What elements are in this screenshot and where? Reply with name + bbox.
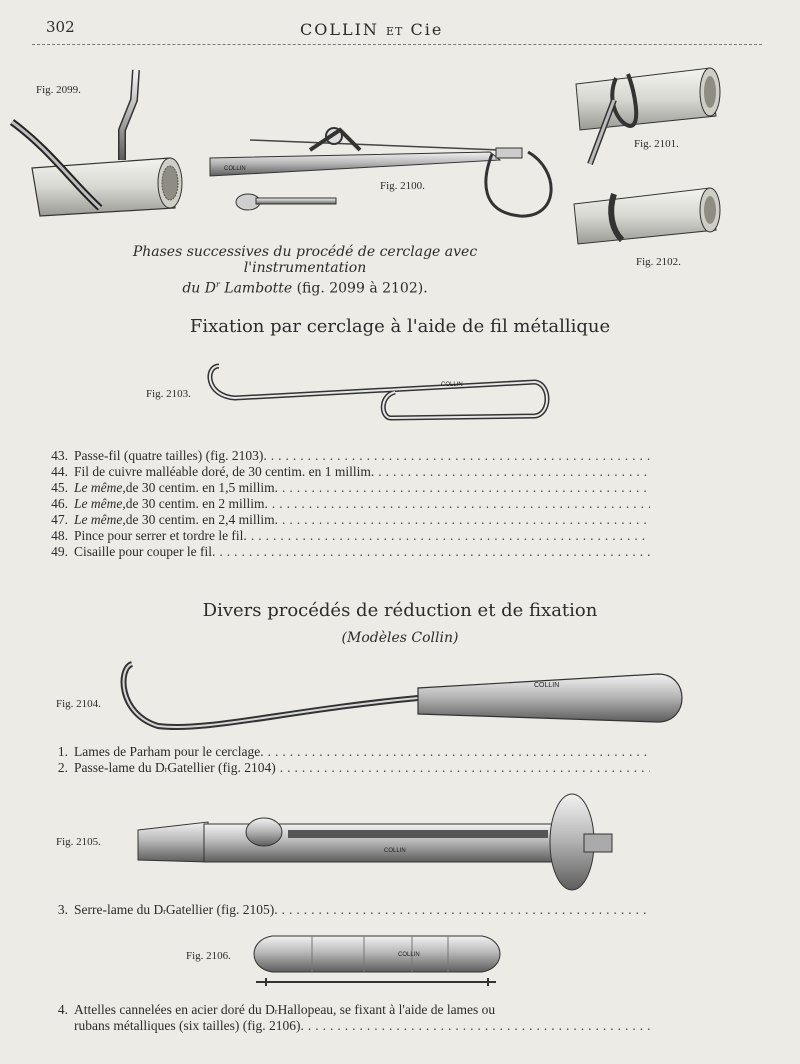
caption-dr-sup: r	[216, 280, 220, 289]
fig-2100-engraving: COLLIN	[224, 166, 246, 172]
list-item-43: 43. Passe-fil (quatre tailles) (fig. 2103). .....	[40, 448, 650, 464]
header-cie: Cie	[410, 20, 444, 39]
fig-2106-engraving: COLLIN	[398, 952, 420, 958]
fig-2103-label: Fig. 2103.	[146, 388, 191, 400]
fig-2102-illustration	[570, 182, 730, 252]
fig-2104-label: Fig. 2104.	[56, 698, 101, 710]
list-item-1: 1. Lames de Parham pour le cerclage. .....	[40, 744, 650, 760]
running-header	[300, 20, 443, 39]
fig-2104-engraving: COLLIN	[534, 682, 560, 689]
list-item-3: 3. Serre-lame du D r Gatellier (fig. 2105). .....	[40, 902, 650, 918]
fig-2099-label: Fig. 2099.	[36, 84, 81, 96]
fig-2105-label: Fig. 2105.	[56, 836, 101, 848]
list-item-49: 49. Cisaille pour couper le fil. .....	[40, 544, 650, 560]
fig-2103-illustration	[205, 356, 555, 422]
fig-2101-label: Fig. 2101.	[634, 138, 679, 150]
fig-2103-engraving: COLLIN	[441, 382, 463, 388]
section-heading-reduction: Divers procédés de réduction et de fixation	[202, 600, 598, 621]
caption-lambotte: Lambotte	[219, 280, 293, 297]
page-number: 302	[46, 18, 75, 36]
fig-2099-illustration	[10, 60, 200, 220]
list-item-45: 45. Le même, de 30 centim. en 1,5 millim. .....	[40, 480, 650, 496]
fig-2104-illustration	[118, 654, 688, 738]
header-title: COLLIN	[300, 20, 379, 39]
list-item-47: 47. Le même, de 30 centim. en 2,4 millim. .....	[40, 512, 650, 528]
fig-2105-illustration	[128, 786, 628, 896]
list-reduction-b	[40, 902, 650, 918]
section-subheading-modeles: (Modèles Collin)	[341, 630, 459, 646]
list-reduction-a	[40, 744, 650, 776]
header-rule	[32, 44, 762, 45]
fig-2101-illustration	[570, 60, 730, 170]
caption-figrange: (fig. 2099 à 2102).	[292, 280, 428, 297]
fig-2105-engraving: COLLIN	[384, 848, 406, 854]
list-item-48: 48. Pince pour serrer et tordre le fil. .....	[40, 528, 650, 544]
figure-caption	[70, 244, 540, 297]
list-reduction-c	[40, 1002, 650, 1034]
caption-dr: du D	[182, 280, 216, 297]
list-item-4-cont: rubans métalliques (six tailles) (fig. 2106). .....	[40, 1018, 650, 1034]
list-cerclage	[40, 448, 650, 560]
fig-2106-label: Fig. 2106.	[186, 950, 231, 962]
header-et: ET	[386, 25, 404, 38]
fig-2100-illustration	[210, 120, 570, 230]
fig-2100-label: Fig. 2100.	[380, 180, 425, 192]
fig-2102-label: Fig. 2102.	[636, 256, 681, 268]
fig-2106-illustration	[252, 930, 512, 990]
list-item-44: 44. Fil de cuivre malléable doré, de 30 centim. en 1 millim. .....	[40, 464, 650, 480]
caption-line-1: Phases successives du procédé de cerclage avec l'instrumentation	[132, 244, 478, 276]
list-item-46: 46. Le même, de 30 centim. en 2 millim. .....	[40, 496, 650, 512]
list-item-2: 2. Passe-lame du D r Gatellier (fig. 2104) .....	[40, 760, 650, 776]
section-heading-cerclage: Fixation par cerclage à l'aide de fil métallique	[189, 316, 611, 337]
caption-line-2	[70, 280, 540, 297]
list-item-4: 4. Attelles cannelées en acier doré du D r Hallopeau, se fixant à l'aide de lames ou	[57, 1002, 496, 1017]
